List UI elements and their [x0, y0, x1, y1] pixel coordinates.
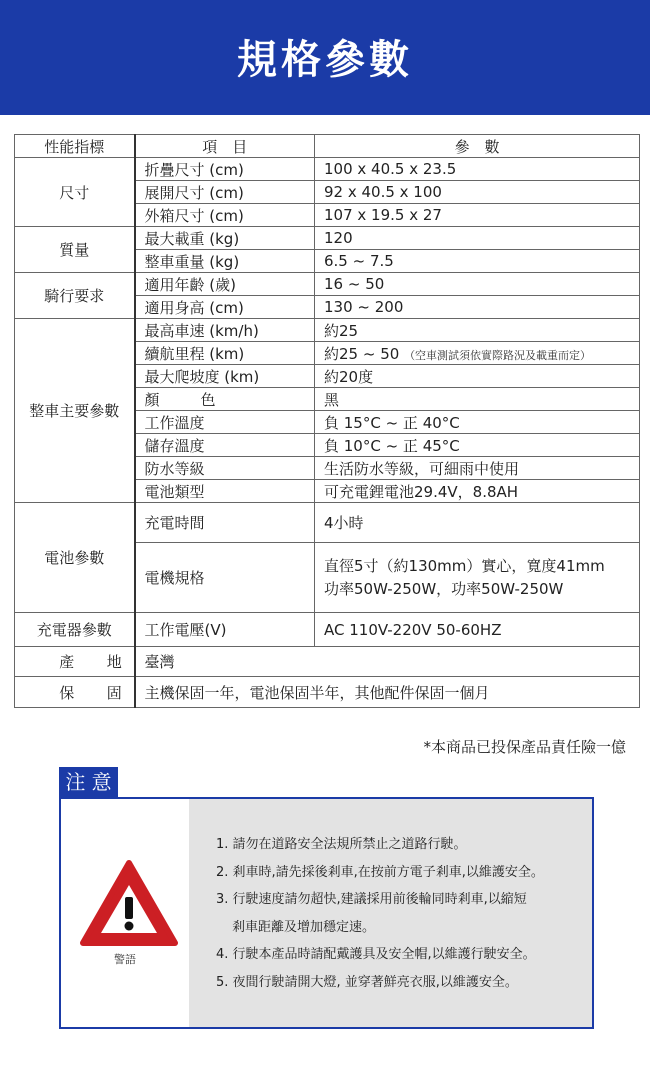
header-item: 項 目 [135, 135, 315, 158]
list-item: 2. 剎車時,請先採後剎車,在按前方電子剎車,以維護安全。 [216, 864, 544, 880]
origin-label-a: 產 [59, 653, 75, 671]
item-value: 可充電鋰電池29.4V，8.8AH [315, 480, 640, 503]
item-label: 電機規格 [135, 543, 315, 613]
list-item: 3. 行駛速度請勿超快,建議採用前後輪同時剎車,以縮短 [216, 892, 527, 907]
item-value: 約25 [315, 319, 640, 342]
table-row [15, 613, 640, 647]
warning-triangle-icon [79, 859, 179, 947]
item-value: 92 x 40.5 x 100 [315, 181, 640, 204]
item-value: 約20度 [315, 365, 640, 388]
item-label: 最高車速 (km/h) [135, 319, 315, 342]
item-value: AC 110V-220V 50-60HZ [315, 613, 640, 647]
item-label: 外箱尺寸 (cm) [135, 204, 315, 227]
table-row [15, 647, 640, 677]
table-header-row [15, 135, 640, 158]
item-value: 120 [315, 227, 640, 250]
item-value [315, 543, 640, 613]
item-label [135, 388, 315, 411]
category-warranty [15, 677, 135, 708]
notice-box [59, 797, 594, 1029]
item-label: 最大載重 (kg) [135, 227, 315, 250]
item-value: 6.5 ~ 7.5 [315, 250, 640, 273]
color-label-a: 顏 [144, 390, 160, 409]
insurance-note: *本商品已投保產品責任險一億 [423, 738, 626, 756]
item-label: 適用年齡 (歲) [135, 273, 315, 296]
item-label: 充電時間 [135, 503, 315, 543]
page-title: 規格參數 [237, 37, 413, 83]
item-label: 最大爬坡度 (km) [135, 365, 315, 388]
item-label: 工作溫度 [135, 411, 315, 434]
spec-table [14, 134, 640, 708]
category-size: 尺寸 [15, 158, 135, 227]
category-battery: 電池參數 [15, 503, 135, 613]
item-value: 130 ~ 200 [315, 296, 640, 319]
item-label: 儲存溫度 [135, 434, 315, 457]
item-value [315, 342, 640, 365]
item-value: 16 ~ 50 [315, 273, 640, 296]
warranty-label-a: 保 [59, 683, 75, 702]
item-label: 折疊尺寸 (cm) [135, 158, 315, 181]
range-note: （空車測試須依實際路況及載重而定） [404, 348, 592, 362]
category-charger: 充電器參數 [15, 613, 135, 647]
item-label: 適用身高 (cm) [135, 296, 315, 319]
item-label: 工作電壓(V) [135, 613, 315, 647]
list-item: 4. 行駛本產品時請配戴護具及安全帽,以維護行駛安全。 [216, 947, 536, 962]
item-value: 生活防水等級，可細雨中使用 [315, 457, 640, 480]
category-main: 整車主要參數 [15, 319, 135, 503]
list-item: 1. 請勿在道路安全法規所禁止之道路行駛。 [216, 837, 467, 852]
list-item [216, 914, 544, 942]
color-label-b: 色 [200, 390, 216, 409]
table-row [15, 227, 640, 250]
item-value: 負 15°C ~ 正 40°C [315, 411, 640, 434]
header-param: 參 數 [315, 135, 640, 158]
warranty-label-b: 固 [106, 683, 122, 702]
item-label: 防水等級 [135, 457, 315, 480]
category-riding: 騎行要求 [15, 273, 135, 319]
item-value: 黑 [315, 388, 640, 411]
item-value: 負 10°C ~ 正 45°C [315, 434, 640, 457]
item-value: 臺灣 [135, 647, 640, 677]
list-item: 5. 夜間行駛請開大燈, 並穿著鮮亮衣服,以維護安全。 [216, 974, 518, 990]
item-label: 展開尺寸 (cm) [135, 181, 315, 204]
origin-label-b: 地 [106, 653, 122, 671]
item-label: 整車重量 (kg) [135, 250, 315, 273]
item-label: 續航里程 (km) [135, 342, 315, 365]
table-row [15, 158, 640, 181]
notice-tag: 注 意 [59, 767, 118, 798]
warning-label: 警語 [114, 953, 136, 966]
list-item-continuation: 剎車距離及增加穩定速。 [232, 919, 376, 935]
item-value: 100 x 40.5 x 23.5 [315, 158, 640, 181]
category-origin [15, 647, 135, 677]
item-value: 4小時 [315, 503, 640, 543]
table-row [15, 319, 640, 342]
item-value: 107 x 19.5 x 27 [315, 204, 640, 227]
header-banner [0, 0, 650, 115]
notice-list [216, 831, 544, 996]
item-value: 主機保固一年，電池保固半年，其他配件保固一個月 [135, 677, 640, 708]
header-indicator: 性能指標 [15, 135, 135, 158]
table-row [15, 503, 640, 543]
motor-spec-line1: 直徑5寸（約130mm）實心，寬度41mm [324, 556, 605, 575]
motor-spec-line2: 功率50W-250W，功率50W-250W [324, 579, 564, 598]
category-mass: 質量 [15, 227, 135, 273]
table-row [15, 677, 640, 708]
table-row [15, 273, 640, 296]
item-label: 電池類型 [135, 480, 315, 503]
range-value: 約25 ~ 50 [324, 344, 400, 363]
